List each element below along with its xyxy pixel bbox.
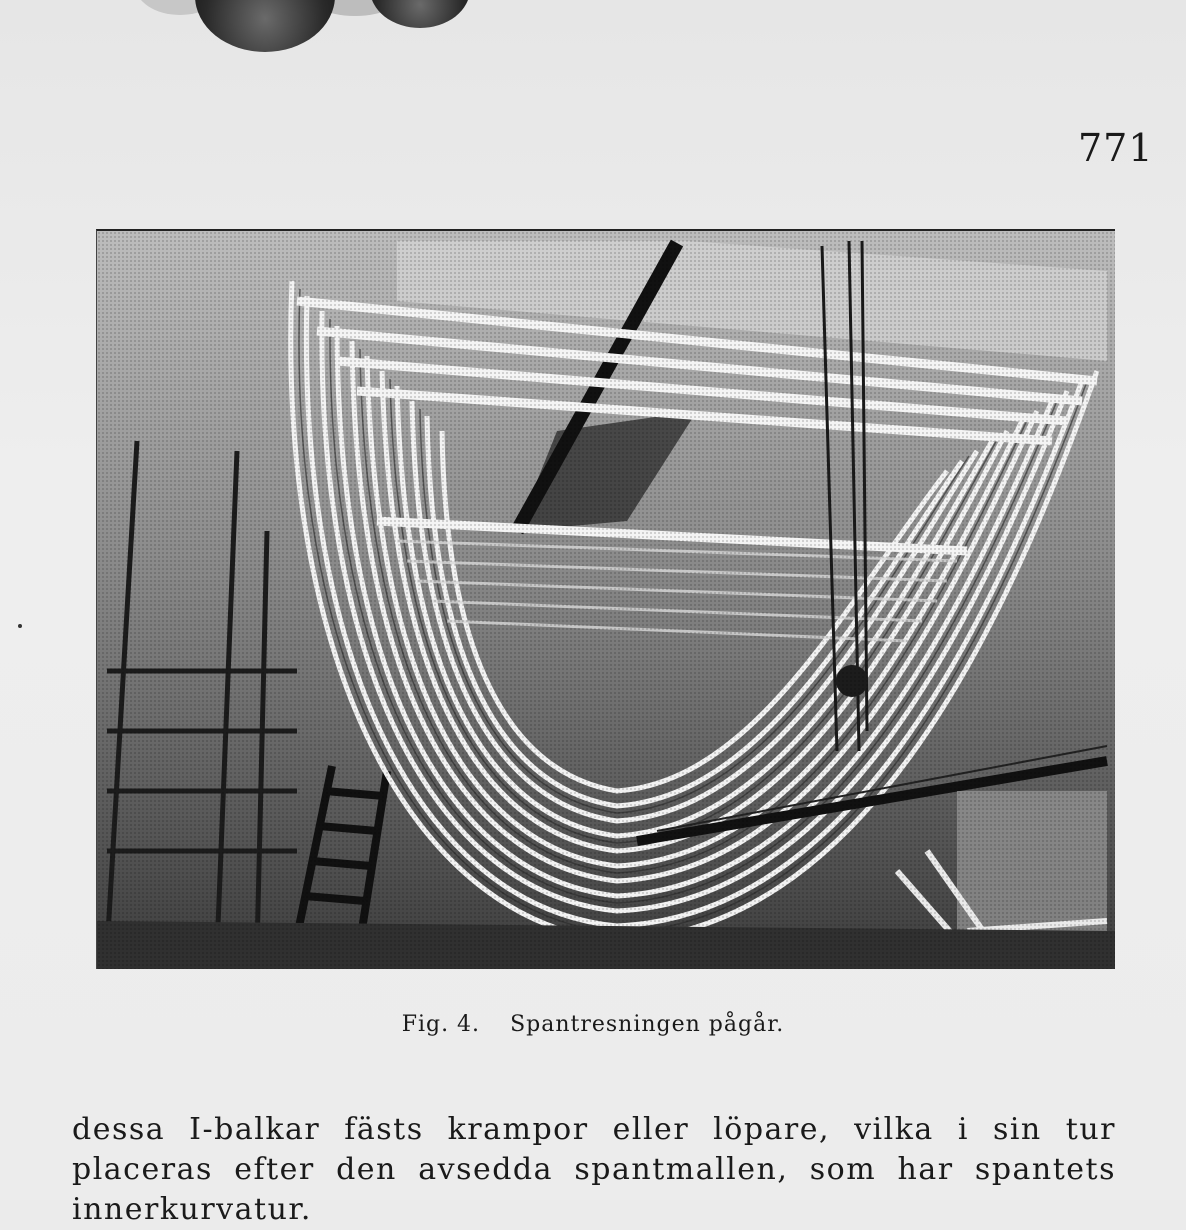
- margin-speck: [18, 624, 22, 628]
- ship-frames-photo: [96, 229, 1115, 969]
- hull-frames-illustration: [97, 231, 1115, 969]
- book-weight-right: [370, 0, 470, 28]
- page-number: 771: [1078, 126, 1154, 170]
- figure-label: Fig. 4.: [401, 1012, 481, 1037]
- figure-caption: [0, 1012, 1186, 1037]
- figure-caption-text: Spantresningen pågår.: [510, 1012, 785, 1037]
- book-weight-left: [195, 0, 335, 52]
- body-paragraph: dessa I-balkar fästs krampor eller löpare, vilka i sin tur placeras efter den avsedda spantmallen, som har spantets innerkurvatur.: [72, 1112, 1116, 1227]
